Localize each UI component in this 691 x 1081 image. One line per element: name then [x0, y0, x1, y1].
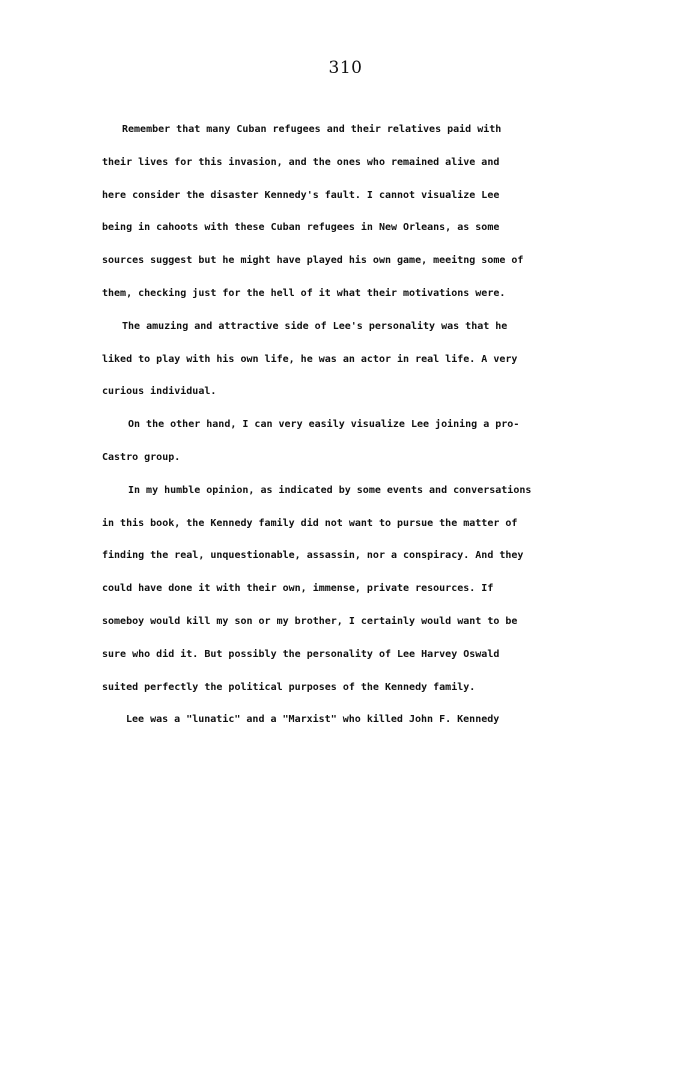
- text-line: suited perfectly the political purposes of the Kennedy family.: [102, 681, 476, 693]
- paragraph-4: [102, 475, 582, 705]
- text-line: Lee was a "lunatic" and a "Marxist" who killed John F. Kennedy: [126, 714, 500, 726]
- paragraph-1: [102, 114, 582, 311]
- paragraph-5: [102, 704, 582, 737]
- text-line: In my humble opinion, as indicated by some events and conversations: [128, 484, 532, 496]
- text-line: finding the real, unquestionable, assassin, nor a conspiracy. And they: [102, 550, 524, 562]
- text-line: being in cahoots with these Cuban refugees in New Orleans, as some: [102, 222, 500, 234]
- text-line: curious individual.: [102, 386, 217, 398]
- text-line: here consider the disaster Kennedy's fault. I cannot visualize Lee: [102, 189, 500, 201]
- body-text: [102, 114, 582, 737]
- paragraph-2: [102, 311, 582, 409]
- text-line: them, checking just for the hell of it what their motivations were.: [102, 287, 506, 299]
- text-line: Castro group.: [102, 451, 181, 463]
- text-line: sources suggest but he might have played his own game, meeitng some of: [102, 255, 524, 267]
- text-line: liked to play with his own life, he was an actor in real life. A very: [102, 353, 518, 365]
- text-line: in this book, the Kennedy family did not want to pursue the matter of: [102, 517, 518, 529]
- text-line: someboy would kill my son or my brother, I certainly would want to be: [102, 615, 518, 627]
- text-line: their lives for this invasion, and the ones who remained alive and: [102, 156, 500, 168]
- page-number: 310: [328, 58, 363, 78]
- text-line: On the other hand, I can very easily visualize Lee joining a pro-: [128, 419, 520, 431]
- text-line: The amuzing and attractive side of Lee's personality was that he: [122, 320, 508, 332]
- text-line: sure who did it. But possibly the personality of Lee Harvey Oswald: [102, 648, 500, 660]
- paragraph-3: [102, 409, 582, 475]
- text-line: Remember that many Cuban refugees and their relatives paid with: [122, 124, 502, 135]
- text-line: could have done it with their own, immense, private resources. If: [102, 583, 494, 595]
